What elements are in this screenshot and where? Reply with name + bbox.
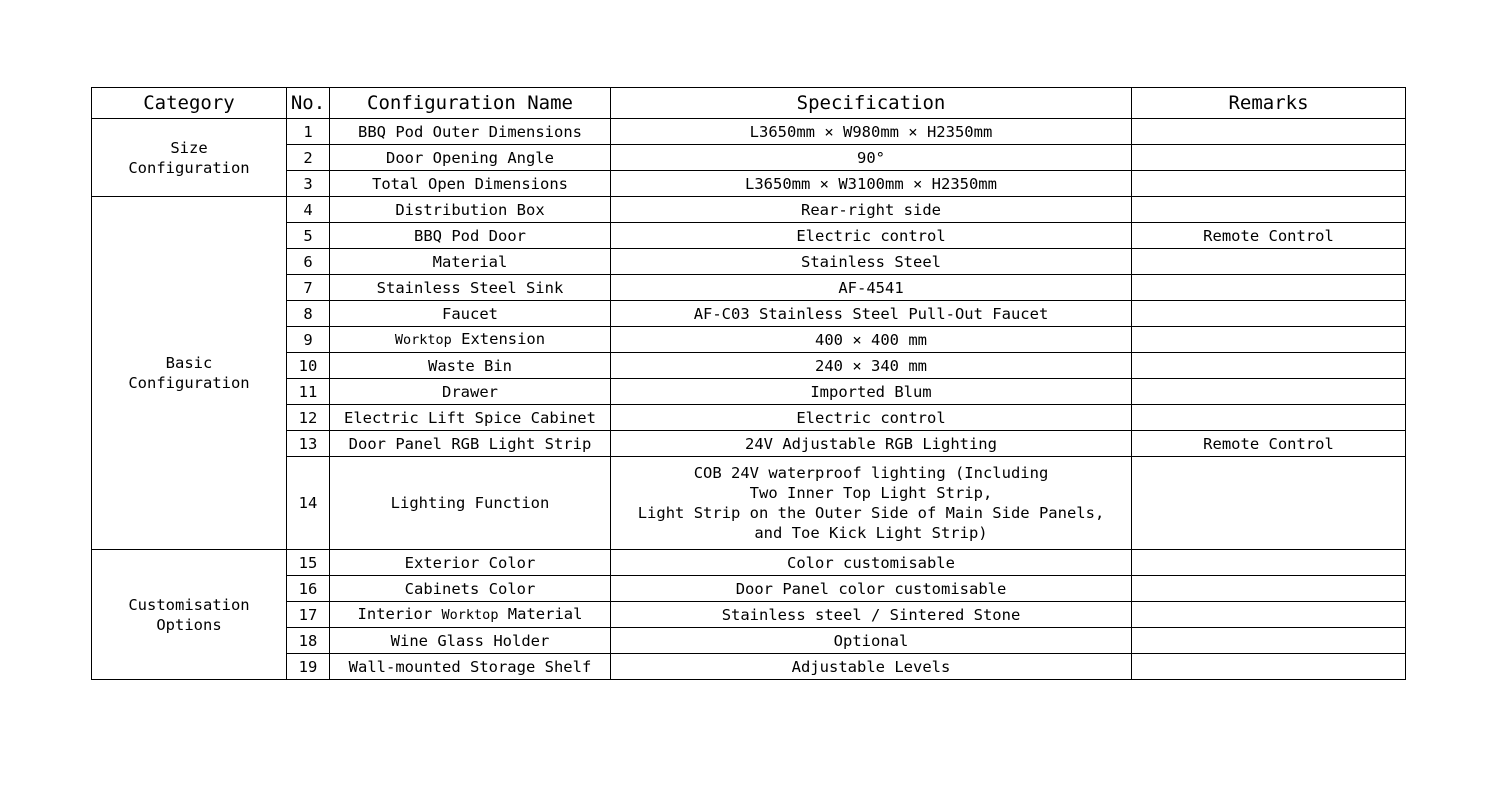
table-row	[92, 379, 1406, 405]
remarks	[1132, 602, 1406, 628]
category-label-line: Size	[170, 138, 208, 157]
row-number: 18	[287, 628, 330, 654]
specification	[611, 457, 1132, 550]
specification: Rear-right side	[611, 197, 1132, 223]
specification: L3650mm × W980mm × H2350mm	[611, 119, 1132, 145]
configuration-name: Drawer	[330, 379, 611, 405]
remarks	[1132, 654, 1406, 680]
header-remarks: Remarks	[1132, 88, 1406, 119]
row-number: 9	[287, 327, 330, 353]
specification: L3650mm × W3100mm × H2350mm	[611, 171, 1132, 197]
configuration-name-part: Interior	[357, 605, 442, 623]
specification: Electric control	[611, 223, 1132, 249]
row-number: 10	[287, 353, 330, 379]
configuration-name: Lighting Function	[330, 457, 611, 550]
specification-line: and Toe Kick Light Strip)	[754, 524, 988, 542]
table-row	[92, 119, 1406, 145]
configuration-name: Cabinets Color	[330, 576, 611, 602]
table-row	[92, 171, 1406, 197]
row-number: 13	[287, 431, 330, 457]
remarks	[1132, 576, 1406, 602]
row-number: 3	[287, 171, 330, 197]
row-number: 12	[287, 405, 330, 431]
configuration-name: BBQ Pod Door	[330, 223, 611, 249]
configuration-table	[91, 87, 1406, 680]
table-row	[92, 550, 1406, 576]
row-number: 4	[287, 197, 330, 223]
configuration-name-part: Extension	[451, 330, 546, 348]
specification: Optional	[611, 628, 1132, 654]
category-customisation-options	[92, 550, 287, 680]
configuration-name: Exterior Color	[330, 550, 611, 576]
configuration-name: Wall-mounted Storage Shelf	[330, 654, 611, 680]
table-row	[92, 275, 1406, 301]
header-specification: Specification	[611, 88, 1132, 119]
specification: Adjustable Levels	[611, 654, 1132, 680]
remarks	[1132, 379, 1406, 405]
table-row	[92, 301, 1406, 327]
remarks	[1132, 171, 1406, 197]
table-row	[92, 654, 1406, 680]
specification: Imported Blum	[611, 379, 1132, 405]
row-number: 5	[287, 223, 330, 249]
table-row	[92, 145, 1406, 171]
table-row	[92, 197, 1406, 223]
configuration-name-part: Worktop	[441, 607, 499, 623]
configuration-name: Wine Glass Holder	[330, 628, 611, 654]
remarks	[1132, 301, 1406, 327]
remarks: Remote Control	[1132, 223, 1406, 249]
configuration-name: Electric Lift Spice Cabinet	[330, 405, 611, 431]
configuration-name	[330, 327, 611, 353]
remarks	[1132, 145, 1406, 171]
row-number: 11	[287, 379, 330, 405]
row-number: 19	[287, 654, 330, 680]
remarks	[1132, 550, 1406, 576]
configuration-name: Material	[330, 249, 611, 275]
remarks	[1132, 249, 1406, 275]
category-label-line: Customisation	[128, 595, 250, 614]
specification: AF-4541	[611, 275, 1132, 301]
table-row	[92, 249, 1406, 275]
configuration-name: Stainless Steel Sink	[330, 275, 611, 301]
specification-line: Two Inner Top Light Strip,	[749, 484, 993, 502]
row-number: 16	[287, 576, 330, 602]
configuration-name: Distribution Box	[330, 197, 611, 223]
specification: 240 × 340 mm	[611, 353, 1132, 379]
category-label-line: Configuration	[128, 158, 250, 177]
header-category: Category	[92, 88, 287, 119]
configuration-name: BBQ Pod Outer Dimensions	[330, 119, 611, 145]
row-number: 17	[287, 602, 330, 628]
configuration-name: Faucet	[330, 301, 611, 327]
row-number: 1	[287, 119, 330, 145]
configuration-name: Total Open Dimensions	[330, 171, 611, 197]
specification: Color customisable	[611, 550, 1132, 576]
row-number: 14	[287, 457, 330, 550]
specification: 24V Adjustable RGB Lighting	[611, 431, 1132, 457]
category-size-configuration	[92, 119, 287, 197]
configuration-name-part: Worktop	[394, 332, 452, 348]
row-number: 15	[287, 550, 330, 576]
specification: 90°	[611, 145, 1132, 171]
table-row	[92, 457, 1406, 550]
specification: Electric control	[611, 405, 1132, 431]
remarks: Remote Control	[1132, 431, 1406, 457]
header-configuration-name: Configuration Name	[330, 88, 611, 119]
remarks	[1132, 628, 1406, 654]
category-label-line: Basic	[165, 354, 213, 372]
table-row	[92, 327, 1406, 353]
row-number: 6	[287, 249, 330, 275]
specification-line: COB 24V waterproof lighting (Including	[693, 464, 1049, 482]
table-row	[92, 405, 1406, 431]
row-number: 7	[287, 275, 330, 301]
specification-line: Light Strip on the Outer Side of Main Side Panels,	[637, 504, 1105, 522]
configuration-name	[330, 602, 611, 628]
header-no: No.	[287, 88, 330, 119]
row-number: 8	[287, 301, 330, 327]
remarks	[1132, 197, 1406, 223]
header-row	[92, 88, 1406, 119]
remarks	[1132, 327, 1406, 353]
configuration-name-part: Material	[498, 605, 583, 623]
specification: Stainless Steel	[611, 249, 1132, 275]
remarks	[1132, 275, 1406, 301]
table-row	[92, 628, 1406, 654]
specification: 400 × 400 mm	[611, 327, 1132, 353]
remarks	[1132, 457, 1406, 550]
specification: AF-C03 Stainless Steel Pull-Out Faucet	[611, 301, 1132, 327]
row-number: 2	[287, 145, 330, 171]
specification: Door Panel color customisable	[611, 576, 1132, 602]
table-row	[92, 431, 1406, 457]
configuration-name: Door Panel RGB Light Strip	[330, 431, 611, 457]
remarks	[1132, 119, 1406, 145]
specification: Stainless steel / Sintered Stone	[611, 602, 1132, 628]
remarks	[1132, 405, 1406, 431]
table-row	[92, 353, 1406, 379]
category-basic-configuration	[92, 197, 287, 550]
category-label-line: Options	[156, 615, 222, 634]
remarks	[1132, 353, 1406, 379]
table-row	[92, 602, 1406, 628]
table-row	[92, 223, 1406, 249]
category-label-line: Configuration	[128, 374, 250, 392]
configuration-name: Door Opening Angle	[330, 145, 611, 171]
configuration-name: Waste Bin	[330, 353, 611, 379]
table-row	[92, 576, 1406, 602]
